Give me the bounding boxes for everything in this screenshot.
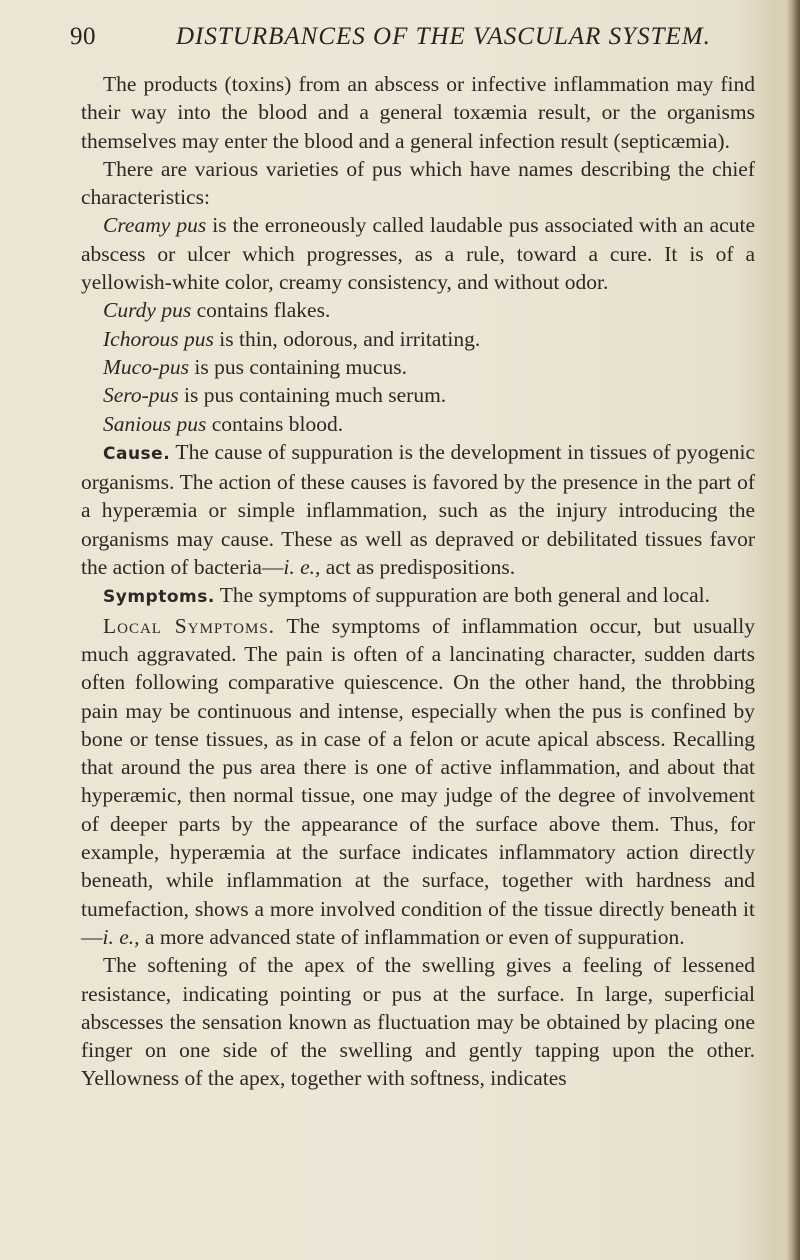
paragraph-toxins: The products (toxins) from an abscess or infective inflammation may find their way into the blood and a general toxæmia result, or the organisms themselves may enter the blood and a general infection result (septicæmia).	[81, 72, 755, 153]
paragraph-local-symptoms	[81, 612, 755, 952]
page-number: 90	[70, 23, 96, 50]
local-ie: i. e.,	[102, 924, 140, 949]
cause-text-after: act as predispositions.	[320, 555, 516, 580]
local-text-after: a more advanced state of inflammation or even of suppuration.	[139, 924, 685, 949]
sero-pus-text: is pus containing much serum.	[178, 383, 447, 408]
paragraph-curdy-pus	[81, 296, 755, 324]
sanious-pus-text: contains blood.	[206, 411, 344, 436]
curdy-pus-text: contains flakes.	[191, 298, 331, 323]
term-curdy-pus: Curdy pus	[103, 298, 192, 323]
heading-symptoms: Symptoms.	[103, 587, 215, 608]
paragraph-ichorous-pus	[81, 325, 755, 353]
cause-text-before: The cause of suppuration is the development in tissues of pyogenic organisms. The action of these causes is favored by the presence in the part of a hyperæmia or simple inflammation, such as the injury introducing the organisms may cause. These as well as depraved or debilitated tissues favor the action of bacteria—	[81, 439, 755, 580]
term-creamy-pus: Creamy pus	[103, 213, 207, 238]
paragraph-cause	[81, 438, 755, 581]
term-ichorous-pus: Ichorous pus	[103, 326, 214, 351]
paragraph-pus-varieties: There are various varieties of pus which have names describing the chief characteristics:	[81, 156, 755, 210]
ichorous-pus-text: is thin, odorous, and irritating.	[213, 326, 481, 351]
muco-pus-text: is pus containing mucus.	[188, 354, 407, 379]
running-title: DISTURBANCES OF THE VASCULAR SYSTEM.	[176, 23, 711, 50]
term-muco-pus: Muco-pus	[103, 354, 189, 379]
paragraph-symptoms	[81, 581, 755, 611]
term-sero-pus: Sero-pus	[103, 383, 179, 408]
paragraph-sanious-pus	[81, 410, 755, 438]
heading-local-symptoms: Local Symptoms.	[103, 613, 276, 638]
paragraph-muco-pus	[81, 353, 755, 381]
paragraph-softening: The softening of the apex of the swelling gives a feeling of lessened resistance, indicating pointing or pus at the surface. In large, superficial abscesses the sensation known as fluctuation may be obtained by placing one finger on one side of the swelling and gently tapping upon the other. Yellowness of the apex, together with softness, indicates	[81, 953, 755, 1091]
heading-cause: Cause.	[103, 443, 171, 464]
term-sanious-pus: Sanious pus	[103, 411, 207, 436]
symptoms-text: The symptoms of suppuration are both general and local.	[214, 583, 710, 608]
running-head	[70, 20, 770, 54]
cause-ie: i. e.,	[283, 555, 321, 580]
paragraph-sero-pus	[81, 381, 755, 409]
local-text-before: The symptoms of inflammation occur, but usually much aggravated. The pain is often of a lancinating character, sudden darts often following comparative quiescence. On the other hand, the throbbing pain may be continuous and intense, especially when the pus is confined by bone or tense tissues, as in case of a felon or acute apical abscess. Recalling that around the pus area there is one of active inflammation, and about that hyperæmic, then normal tissue, one may judge of the degree of involvement of deeper parts by the appearance of the surface above them. Thus, for example, hyperæmia at the surface indicates inflammatory action directly beneath, while inflammation at the surface, together with hardness and tumefaction, shows a more involved condition of the tissue directly beneath it—	[81, 613, 755, 949]
paragraph-creamy-pus	[81, 211, 755, 296]
creamy-pus-text: is the erroneously called laudable pus associated with an acute abscess or ulcer which progresses, as a rule, toward a cure. It is of a yellowish-white color, creamy consistency, and without odor.	[81, 213, 755, 295]
page-edge-shadow	[786, 0, 800, 1260]
page-body	[81, 70, 755, 1093]
